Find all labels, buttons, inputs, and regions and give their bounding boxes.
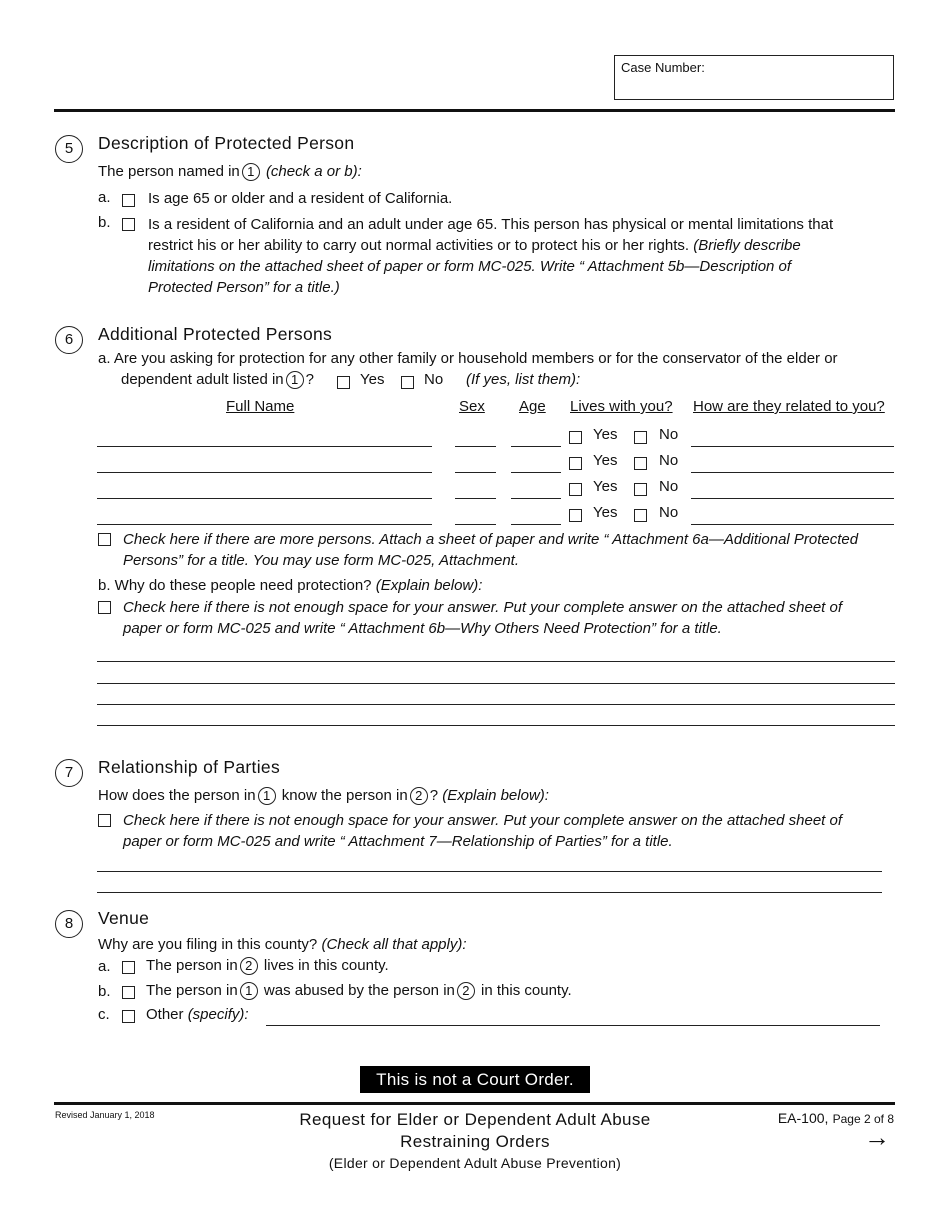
section-6b-text: b. Why do these people need protection? (98, 577, 372, 594)
full-name-field[interactable] (97, 498, 432, 499)
not-court-order-notice: This is not a Court Order. (360, 1066, 590, 1093)
lives-no-label: No (659, 504, 679, 521)
lives-no-checkbox[interactable] (634, 509, 647, 522)
section-5b-line3: limitations on the attached sheet of paper or form MC-025. Write “ Attachment 5b—Description of (148, 258, 792, 275)
section-7-space-text (123, 810, 893, 852)
case-number-box[interactable] (614, 55, 894, 100)
section-8b-post: in this county. (481, 982, 572, 999)
section-5-intro (98, 161, 362, 182)
ref-circle-2: 2 (457, 982, 475, 1000)
intro-instruction: (check a or b): (265, 163, 362, 180)
form-id: EA-100, (777, 1110, 829, 1126)
section-8a-text (146, 955, 389, 976)
lives-yes-checkbox[interactable] (569, 431, 582, 444)
lives-yes-label: Yes (593, 426, 618, 443)
section-8c-instruction: (specify): (187, 1006, 249, 1023)
section-8c-specify-field[interactable] (266, 1025, 880, 1026)
lives-no-label: No (659, 478, 679, 495)
question-mark: ? (305, 371, 314, 388)
section-5a-checkbox[interactable] (122, 194, 135, 207)
section-7-space-line1: Check here if there is not enough space for your answer. Put your complete answer on the attached sheet of (123, 812, 843, 829)
section-8b-text (146, 980, 572, 1001)
form-title-line1: Request for Elder or Dependent Adult Abuse (299, 1110, 651, 1129)
lives-yes-checkbox[interactable] (569, 509, 582, 522)
section-5b-line1: Is a resident of California and an adult under age 65. This person has physical or mental limitations that (148, 216, 834, 233)
header-rule (54, 109, 895, 112)
next-page-arrow-icon: → (864, 1122, 890, 1152)
section-6a-no-checkbox[interactable] (401, 376, 414, 389)
section-6a-no-label: No (424, 371, 444, 388)
section-8c-letter: c. (98, 1006, 110, 1023)
section-8c-text (146, 1004, 249, 1025)
page-number: Page 2 of 8 (832, 1112, 894, 1126)
col-header-sex: Sex (459, 398, 485, 415)
relationship-field[interactable] (691, 446, 894, 447)
section-6a-line2 (121, 369, 314, 390)
ref-circle-2: 2 (410, 787, 428, 805)
section-6-title: Additional Protected Persons (98, 324, 333, 344)
section-5b-letter: b. (98, 214, 111, 231)
ref-circle-1: 1 (258, 787, 276, 805)
section-7-number: 7 (55, 759, 83, 787)
col-header-age: Age (519, 398, 546, 415)
lives-yes-label: Yes (593, 452, 618, 469)
sex-field[interactable] (455, 524, 496, 525)
more-persons-checkbox[interactable] (98, 533, 111, 546)
section-5-title: Description of Protected Person (98, 133, 355, 153)
lives-no-checkbox[interactable] (634, 431, 647, 444)
section-8b-letter: b. (98, 983, 111, 1000)
section-8-text: Why are you filing in this county? (98, 936, 318, 953)
section-6b-answer-line[interactable] (97, 725, 895, 726)
lives-yes-checkbox[interactable] (569, 457, 582, 470)
form-subtitle: (Elder or Dependent Adult Abuse Prevention) (328, 1155, 622, 1171)
section-6b-answer-line[interactable] (97, 704, 895, 705)
more-persons-text (123, 529, 893, 571)
section-6b-space-text (123, 597, 893, 639)
lives-yes-checkbox[interactable] (569, 483, 582, 496)
section-6b-answer-line[interactable] (97, 683, 895, 684)
ref-circle-2: 2 (240, 957, 258, 975)
full-name-field[interactable] (97, 524, 432, 525)
ref-circle-1: 1 (242, 163, 260, 181)
section-5a-text: Is age 65 or older and a resident of California. (148, 190, 453, 207)
section-7-space-checkbox[interactable] (98, 814, 111, 827)
section-8a-checkbox[interactable] (122, 961, 135, 974)
more-persons-line1: Check here if there are more persons. Attach a sheet of paper and write “ Attachment 6a—Additional Protected (123, 531, 859, 548)
section-8a-post: lives in this county. (263, 957, 389, 974)
section-5b-line2 (148, 235, 888, 256)
section-8-title: Venue (98, 908, 150, 928)
intro-text: The person named in (98, 163, 240, 180)
section-5a-letter: a. (98, 189, 111, 206)
footer-rule (54, 1102, 895, 1105)
section-7-text: How does the person in (98, 787, 256, 804)
section-5b-checkbox[interactable] (122, 218, 135, 231)
section-6a-line2-text: dependent adult listed in (121, 371, 284, 388)
lives-no-checkbox[interactable] (634, 483, 647, 496)
section-8b-pre: The person in (146, 982, 238, 999)
age-field[interactable] (511, 446, 561, 447)
section-6-number: 6 (55, 326, 83, 354)
lives-yes-label: Yes (593, 504, 618, 521)
section-8b-mid: was abused by the person in (263, 982, 455, 999)
section-5b-line4: Protected Person” for a title.) (148, 279, 340, 296)
section-5b-line2-italic: (Briefly describe (693, 237, 801, 254)
section-6a-list-instruction: (If yes, list them): (466, 371, 581, 388)
full-name-field[interactable] (97, 446, 432, 447)
section-6a-yes-label: Yes (360, 371, 385, 388)
sex-field[interactable] (455, 446, 496, 447)
col-header-relationship: How are they related to you? (693, 398, 885, 415)
section-6b-instruction: (Explain below): (375, 577, 483, 594)
col-header-lives-with-you: Lives with you? (570, 398, 673, 415)
section-6b-space-line2: paper or form MC-025 and write “ Attachment 6b—Why Others Need Protection” for a title. (123, 620, 722, 637)
section-7-text-mid: know the person in (281, 787, 408, 804)
relationship-field[interactable] (691, 472, 894, 473)
sex-field[interactable] (455, 472, 496, 473)
col-header-full-name: Full Name (226, 398, 295, 415)
section-7-space-line2: paper or form MC-025 and write “ Attachment 7—Relationship of Parties” for a title. (123, 833, 673, 850)
section-8b-checkbox[interactable] (122, 986, 135, 999)
lives-no-label: No (659, 452, 679, 469)
form-title-line2: Restraining Orders (400, 1132, 550, 1151)
question-mark: ? (429, 787, 439, 804)
sex-field[interactable] (455, 498, 496, 499)
lives-yes-label: Yes (593, 478, 618, 495)
lives-no-checkbox[interactable] (634, 457, 647, 470)
section-5b-text (148, 214, 888, 298)
age-field[interactable] (511, 524, 561, 525)
section-6b-answer-line[interactable] (97, 661, 895, 662)
section-7-instruction: (Explain below): (442, 787, 549, 804)
revised-date: Revised January 1, 2018 (55, 1110, 155, 1120)
section-5b-line2-plain: restrict his or her ability to carry out normal activities or to protect his or her rights. (148, 237, 690, 254)
section-6b-space-checkbox[interactable] (98, 601, 111, 614)
lives-no-label: No (659, 426, 679, 443)
section-8a-letter: a. (98, 958, 111, 975)
section-8c-pre: Other (146, 1006, 184, 1023)
section-8-question (98, 934, 467, 955)
section-8-number: 8 (55, 910, 83, 938)
section-7-answer-line[interactable] (97, 871, 882, 872)
section-6b-space-line1: Check here if there is not enough space for your answer. Put your complete answer on the attached sheet of (123, 599, 843, 616)
section-8c-checkbox[interactable] (122, 1010, 135, 1023)
section-7-title: Relationship of Parties (98, 757, 280, 777)
more-persons-line2: Persons” for a title. You may use form MC-025, Attachment. (123, 552, 519, 569)
section-8-instruction: (Check all that apply): (321, 936, 467, 953)
section-5-number: 5 (55, 135, 83, 163)
section-6a-line1: a. Are you asking for protection for any other family or household members or for the conservator of the elder or (98, 350, 838, 367)
relationship-field[interactable] (691, 524, 894, 525)
full-name-field[interactable] (97, 472, 432, 473)
section-8a-pre: The person in (146, 957, 238, 974)
section-7-answer-line[interactable] (97, 892, 882, 893)
age-field[interactable] (511, 498, 561, 499)
ref-circle-1: 1 (240, 982, 258, 1000)
ref-circle-1: 1 (286, 371, 304, 389)
age-field[interactable] (511, 472, 561, 473)
section-6a-yes-checkbox[interactable] (337, 376, 350, 389)
section-6b-question (98, 575, 482, 596)
case-number-label: Case Number: (621, 60, 705, 75)
relationship-field[interactable] (691, 498, 894, 499)
section-7-question (98, 785, 549, 806)
